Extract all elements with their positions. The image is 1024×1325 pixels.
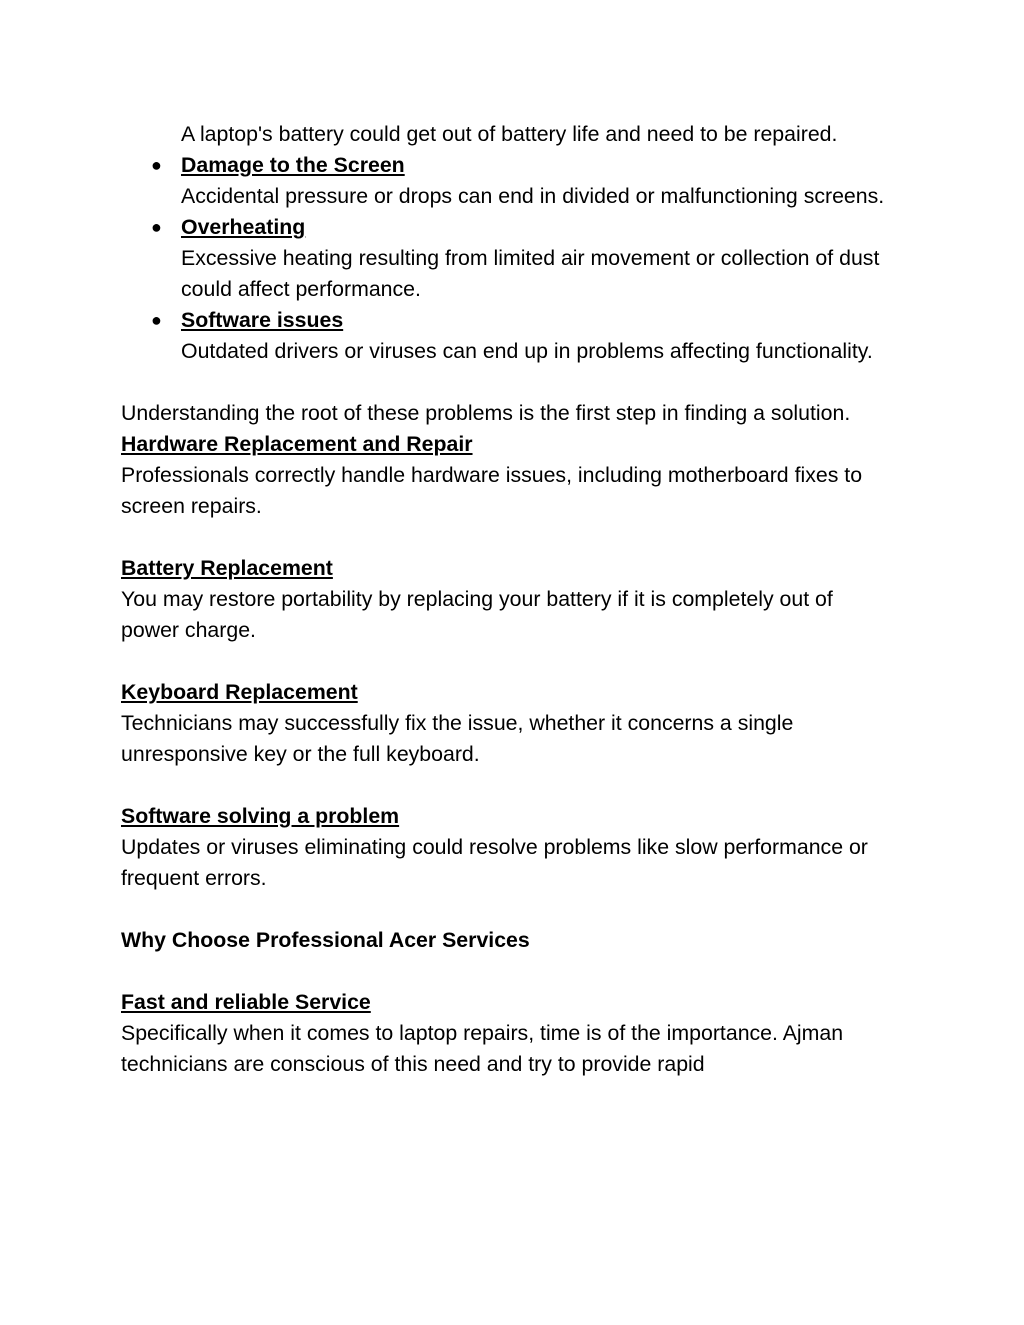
section-heading-fast-service: Fast and reliable Service [121, 990, 371, 1014]
intro-continuation: A laptop's battery could get out of battery life and need to be repaired. [181, 122, 838, 146]
spacer [121, 522, 891, 553]
bullet-icon: ● [151, 310, 162, 330]
why-choose-heading: Why Choose Professional Acer Services [121, 928, 530, 952]
section-text-fast-service: Specifically when it comes to laptop repairs, time is of the importance. Ajman technicians are conscious of this need and try to provide rapid [121, 1021, 844, 1076]
section-text-software: Updates or viruses eliminating could resolve problems like slow performance or frequent errors. [121, 835, 868, 890]
list-item-title: Damage to the Screen [181, 153, 405, 177]
section-heading-keyboard: Keyboard Replacement [121, 680, 358, 704]
list-item-title: Overheating [181, 215, 306, 239]
section-heading-hardware: Hardware Replacement and Repair [121, 432, 473, 456]
list-item [121, 150, 891, 212]
list-item-text: Outdated drivers or viruses can end up in problems affecting functionality. [181, 339, 873, 363]
list-item-title: Software issues [181, 308, 344, 332]
section-text-battery: You may restore portability by replacing your battery if it is completely out of power charge. [121, 587, 833, 642]
bullet-icon: ● [151, 155, 162, 175]
spacer [121, 646, 891, 677]
bullet-icon: ● [151, 217, 162, 237]
spacer [121, 894, 891, 925]
list-item [121, 212, 891, 305]
summary-paragraph: Understanding the root of these problems is the first step in finding a solution. [121, 401, 851, 425]
spacer [121, 956, 891, 987]
section-text-hardware: Professionals correctly handle hardware issues, including motherboard fixes to screen repairs. [121, 463, 863, 518]
section-text-keyboard: Technicians may successfully fix the issue, whether it concerns a single unresponsive key or the full keyboard. [121, 711, 794, 766]
document-body [121, 119, 891, 1080]
spacer [121, 770, 891, 801]
section-heading-software: Software solving a problem [121, 804, 400, 828]
list-item-text: Excessive heating resulting from limited air movement or collection of dust could affect performance. [181, 246, 880, 301]
list-item-text: Accidental pressure or drops can end in divided or malfunctioning screens. [181, 184, 885, 208]
spacer [121, 367, 891, 398]
list-item [121, 305, 891, 367]
section-heading-battery: Battery Replacement [121, 556, 333, 580]
